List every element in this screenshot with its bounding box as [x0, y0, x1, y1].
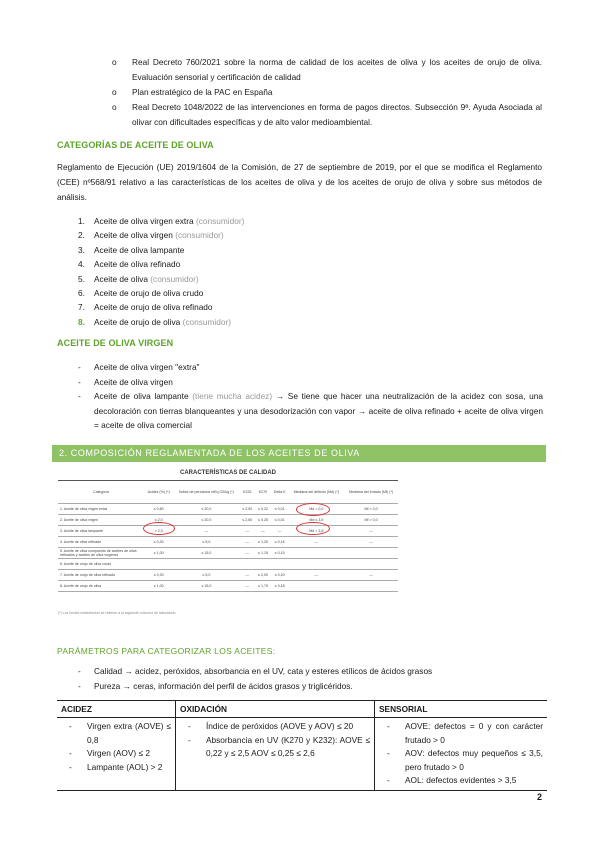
highlight-circle — [143, 522, 175, 535]
bullet-marker: o — [112, 57, 117, 67]
table-row: 6. Aceite de orujo de oliva crudo — [58, 559, 398, 570]
list-item: - Aceite de oliva lampante (tiene mucha acidez) → Se tiene que hacer una neutralización de la acidez con sosa, una decoloración con tierras blanqueantes y una desodorización con vapor → aceite de oliva refinado + aceite de oliva virgen = aceite de oliva comercial — [78, 391, 543, 430]
list-item: - Aceite de oliva virgen — [78, 376, 173, 387]
bullet-text: Plan estratégico de la PAC en España — [132, 87, 273, 97]
table-row: 7. Aceite de orujo de oliva refinado ≤ 0,30 ≤ 5,0 — ≤ 2,00 ≤ 0,20 — — — [58, 570, 398, 581]
table-row: 2. Aceite de oliva virgen ≤ 2,0 ≤ 20,0 ≤ 2,60 ≤ 0,25 ≤ 0,01 Md ≤ 3,5 Mf > 0,0 — [58, 515, 398, 526]
section-banner-title: 2. COMPOSICIÓN REGLAMENTADA DE LOS ACEITES DE OLIVA — [59, 448, 360, 458]
list-item: 1. Aceite de oliva virgen extra (consumidor) — [78, 216, 245, 226]
category-list — [78, 214, 244, 329]
regulation-paragraph: Reglamento de Ejecución (UE) 2019/1604 de la Comisión, de 27 de septiembre de 2019, por el que se modifica el Reglamento (CEE) nº568/91 relativo a las características de los aceites de oliva y de los aceites de orujo de oliva y sobre sus métodos de análisis. — [57, 162, 542, 202]
list-item: 6. Aceite de orujo de oliva crudo — [78, 288, 204, 299]
table-header-acidez: ACIDEZ — [57, 701, 176, 718]
section-banner — [52, 445, 546, 462]
categorization-table — [57, 700, 547, 791]
virgen-list — [78, 360, 543, 433]
params-list — [78, 664, 543, 693]
table-row: 5. Aceite de oliva compuesto de aceites de oliva refinados y aceites de oliva vírgenes ≤ 1,00 ≤ 15,0 — ≤ 1,15 ≤ 0,15 — [58, 548, 398, 559]
list-item: - Calidad → acidez, peróxidos, absorbancia en el UV, cata y esteres etílicos de ácidos grasos — [78, 666, 433, 676]
list-item: 4. Aceite de oliva refinado — [78, 259, 181, 270]
table-row: 8. Aceite de orujo de oliva ≤ 1,00 ≤ 15,0 — ≤ 1,70 ≤ 0,18 — [58, 581, 398, 592]
oxidacion-cell: - Índice de peróxidos (AOVE y AOV) ≤ 20 - Absorbancia en UV (K270 y K232): AOVE ≤ 0,22 y ≤ 2,5 AOV ≤ 0,25 ≤ 2,6 — [176, 718, 375, 791]
bullet-marker: o — [112, 102, 117, 112]
table-footnote: (*) Los límites establecidos se refieren a la siguiente columna de laboratorio. — [58, 611, 177, 615]
table-header-sensorial: SENSORIAL — [375, 701, 548, 718]
bullet-item — [112, 85, 542, 100]
list-item: 5. Aceite de oliva (consumidor) — [78, 273, 199, 284]
highlight-circle — [296, 522, 330, 535]
bullet-text: Real Decreto 760/2021 sobre la norma de calidad de los aceites de oliva y los aceites de orujo de oliva. Evaluación sensorial y certificación de calidad — [132, 57, 542, 82]
quality-table — [58, 480, 398, 592]
table-header: Acidez (%) (*) — [144, 481, 173, 504]
page-number: 2 — [537, 792, 543, 802]
list-item: 8. Aceite de orujo de oliva (consumidor) — [78, 316, 231, 327]
table-row: 3. Aceite de oliva lampante > 2,0 — — — — Md > 3,5 — — [58, 526, 398, 537]
params-heading: PARÁMETROS PARA CATEGORIZAR LOS ACEITES: — [57, 646, 276, 656]
list-item: - Aceite de oliva virgen "extra" — [78, 362, 200, 372]
table-header: Delta K — [271, 481, 289, 504]
section-heading-categorias: CATEGORÍAS DE ACEITE DE OLIVA — [57, 140, 214, 150]
table-header-oxidacion: OXIDACIÓN — [176, 701, 375, 718]
bullet-text: Real Decreto 1048/2022 de las intervenciones en forma de pagos directos. Subsección 9ª. Ayuda Asociada al olivar con dificultades específicas y de alto valor medioambiental. — [132, 102, 542, 127]
acidez-cell: - Virgen extra (AOVE) ≤ 0,8 - Virgen (AOV) ≤ 2 - Lampante (AOL) > 2 — [57, 718, 176, 791]
table-header: Índice de peróxidos mEq O2/kg (*) — [173, 481, 239, 504]
quality-characteristics-table — [58, 470, 398, 620]
bullet-marker: o — [112, 87, 117, 97]
table-row — [57, 718, 547, 791]
bullet-item — [112, 55, 542, 84]
list-item: 3. Aceite de oliva lampante — [78, 244, 185, 255]
table-header: K270 — [255, 481, 271, 504]
table-header: Categoría — [58, 481, 144, 504]
highlight-circle — [296, 503, 330, 516]
table-title: CARACTERÍSTICAS DE CALIDAD — [180, 470, 276, 476]
table-header: Mediana del defecto (Md) (*) — [289, 481, 345, 504]
sensorial-cell: - AOVE: defectos = 0 y con carácter frutado > 0 - AOV: defectos muy pequeños ≤ 3,5, pero frutado > 0 - AOL: defectos evidentes > 3,5 — [375, 718, 548, 791]
list-item: 7. Aceite de orujo de oliva refinado — [78, 302, 213, 313]
table-row: 1. Aceite de oliva virgen extra ≤ 0,80 ≤ 20,0 ≤ 2,50 ≤ 0,22 ≤ 0,01 Md = 0,0 Mf > 0,0 — [58, 504, 398, 515]
table-header: Mediana del frutado (Mf) (*) — [344, 481, 398, 504]
section-heading-virgen: ACEITE DE OLIVA VIRGEN — [57, 338, 174, 348]
table-header: K232 — [239, 481, 255, 504]
bullet-item — [112, 100, 542, 129]
list-item: 2. Aceite de oliva virgen (consumidor) — [78, 230, 224, 241]
list-item: - Pureza → ceras, información del perfil de ácidos grasos y triglicéridos. — [78, 680, 353, 691]
table-row: 4. Aceite de oliva refinado ≤ 0,30 ≤ 5,0 — ≤ 1,25 ≤ 0,16 — — — [58, 537, 398, 548]
